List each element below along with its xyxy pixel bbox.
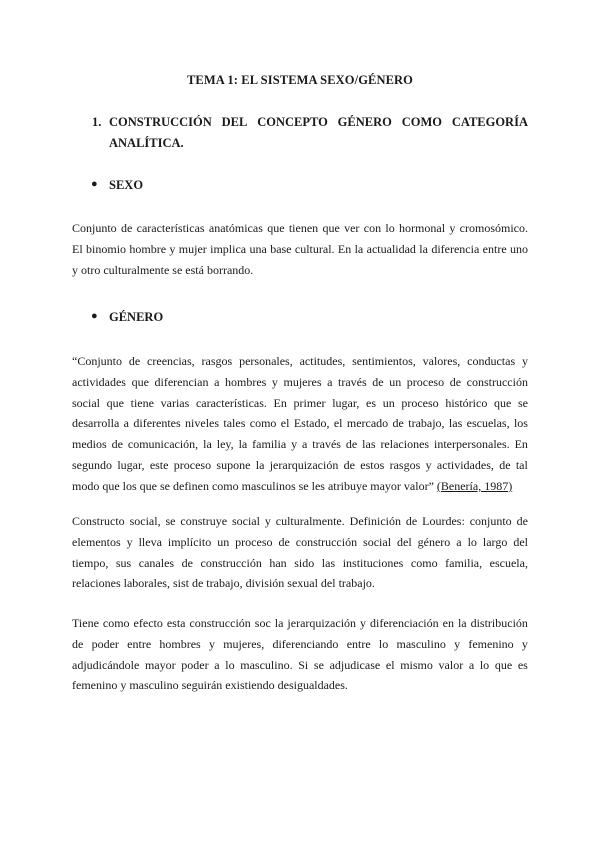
- word: a: [214, 374, 220, 389]
- word: ley,: [216, 437, 234, 452]
- word: un: [389, 374, 402, 389]
- section-heading-line-1: [109, 112, 528, 133]
- word: mercado: [346, 416, 389, 431]
- heading-word: CATEGORÍA: [451, 115, 528, 129]
- word: la: [457, 616, 467, 630]
- word: de: [499, 457, 511, 472]
- word: interpersonales.: [434, 437, 510, 452]
- word: a: [214, 657, 220, 672]
- word: rasgos: [201, 354, 233, 368]
- paragraph-line: [72, 434, 528, 455]
- word: y: [425, 457, 432, 472]
- word: mismo: [400, 657, 433, 672]
- word: construcción: [200, 555, 262, 570]
- word: que: [494, 395, 512, 410]
- paragraph-line: [72, 413, 528, 434]
- word: es: [517, 657, 528, 672]
- paragraph-line: [72, 613, 528, 634]
- word: diferenciación: [370, 616, 439, 630]
- word: han: [269, 555, 287, 570]
- word: entre: [127, 636, 152, 651]
- word: de: [111, 437, 123, 452]
- word: distribución: [470, 616, 528, 630]
- word: hombres: [159, 636, 201, 651]
- word: y: [449, 221, 456, 235]
- word: la: [419, 241, 428, 256]
- word: que: [131, 374, 149, 389]
- word: lugar,: [332, 395, 360, 410]
- word: y: [169, 241, 176, 256]
- paragraph-line: [72, 532, 528, 553]
- word: el: [385, 657, 395, 672]
- quote-last-text: modo que los que se definen como masculinos se les atribuye mayor valor”: [72, 478, 437, 493]
- word: actitudes,: [299, 354, 346, 368]
- word: social: [72, 395, 100, 410]
- word: proceso: [401, 395, 439, 410]
- word: actualidad: [366, 241, 416, 256]
- word: ver: [344, 221, 360, 235]
- word: social: [363, 534, 392, 549]
- word: implica: [210, 241, 247, 256]
- paragraph-constructo: [72, 511, 528, 594]
- word: soc: [254, 616, 271, 630]
- word: proceso: [173, 457, 212, 472]
- word: a: [456, 534, 462, 549]
- word: instituciones: [342, 555, 404, 570]
- word: construcción: [295, 534, 358, 549]
- word: escuela,: [489, 555, 528, 570]
- word: de: [128, 354, 141, 368]
- word: lugar,: [117, 457, 145, 472]
- paragraph-line: [72, 239, 528, 260]
- word: cultural.: [294, 241, 335, 256]
- word: que: [494, 657, 513, 672]
- word: jerarquización: [287, 616, 357, 630]
- document-title: TEMA 1: EL SISTEMA SEXO/GÉNERO: [187, 73, 413, 87]
- word: Tiene: [72, 616, 99, 630]
- word: la: [274, 616, 284, 630]
- word: En: [337, 241, 352, 256]
- word: varias: [160, 395, 190, 410]
- word: mujer: [178, 241, 207, 256]
- word: sus: [115, 555, 132, 570]
- word: la: [354, 241, 364, 256]
- word: valor: [438, 657, 464, 672]
- word: se: [313, 657, 324, 672]
- word: esta: [166, 616, 186, 630]
- word: mayor: [144, 657, 176, 672]
- word: y: [521, 636, 528, 651]
- word: Lourdes:: [422, 514, 465, 528]
- paragraph-line: [72, 455, 528, 476]
- word: lo: [225, 657, 235, 672]
- word: del: [397, 534, 412, 549]
- word: un: [217, 534, 230, 549]
- word: actividades,: [436, 457, 494, 472]
- paragraph-line: [72, 511, 528, 532]
- word: a: [327, 374, 333, 389]
- word: diferenciando: [272, 636, 339, 651]
- word: la: [238, 437, 248, 452]
- bullet-dot-icon: ●: [91, 178, 98, 190]
- word: el: [280, 416, 290, 431]
- paragraph-line: femenino y masculino seguirán existiendo desigualdades.: [72, 678, 348, 693]
- word: como: [410, 555, 438, 570]
- word: jerarquización: [269, 457, 339, 472]
- word: de: [120, 221, 133, 235]
- section-number: 1.: [92, 115, 102, 129]
- word: actividades: [72, 374, 126, 389]
- word: tal: [515, 457, 528, 472]
- word: histórico: [445, 395, 488, 410]
- word: hombre: [129, 241, 167, 256]
- paragraph-line: [72, 553, 528, 574]
- word: como: [102, 616, 130, 630]
- word: construcción: [466, 374, 528, 389]
- word: mujeres,: [223, 636, 265, 651]
- word: y: [360, 616, 367, 630]
- heading-word: COMO: [401, 115, 442, 129]
- word: construye: [180, 514, 228, 528]
- paragraph-line: [72, 218, 528, 239]
- word: sido: [294, 555, 315, 570]
- word: es: [366, 395, 377, 410]
- word: entre: [482, 241, 507, 256]
- citation-reference: (Benería, 1987): [436, 478, 513, 493]
- word: de: [449, 374, 462, 389]
- word: adjudicase: [329, 657, 381, 672]
- word: conjunto: [469, 514, 512, 528]
- word: una: [249, 241, 267, 256]
- word: hormonal: [399, 221, 446, 235]
- word: efecto: [133, 616, 163, 630]
- word: y: [264, 514, 271, 528]
- word: Definición: [349, 514, 401, 528]
- word: adjudicándole: [72, 657, 140, 672]
- word: las: [321, 555, 336, 570]
- word: canales: [138, 555, 175, 570]
- word: y: [208, 636, 215, 651]
- word: diferencian: [154, 374, 209, 389]
- paragraph-line: [72, 372, 528, 393]
- word: y: [271, 374, 278, 389]
- word: en: [442, 616, 454, 630]
- word: rasgos: [389, 457, 421, 472]
- word: implícito: [167, 534, 212, 549]
- word: elementos: [72, 534, 121, 549]
- word: diferencia: [431, 241, 480, 256]
- word: medios: [72, 437, 107, 452]
- word: familia: [252, 437, 287, 452]
- word: que: [267, 221, 285, 235]
- paragraph-line: [72, 351, 528, 372]
- word: lo: [378, 636, 389, 651]
- word: social,: [129, 514, 161, 528]
- word: entre: [346, 636, 371, 651]
- word: Constructo: [72, 514, 125, 528]
- word: de: [278, 534, 290, 549]
- heading-word: CONCEPTO: [257, 115, 328, 129]
- word: uno: [510, 241, 528, 256]
- word: de: [372, 374, 384, 389]
- word: que: [106, 395, 124, 410]
- word: Estado,: [293, 416, 330, 431]
- word: Si: [298, 657, 309, 672]
- word: largo: [482, 534, 508, 549]
- word: comunicación,: [127, 437, 199, 452]
- word: proceso: [235, 534, 273, 549]
- word: un: [382, 395, 395, 410]
- section-heading-line-2: ANALÍTICA.: [109, 136, 184, 150]
- word: masculino.: [240, 657, 293, 672]
- word: relaciones: [380, 437, 430, 452]
- word: y: [454, 636, 461, 651]
- word: se: [165, 514, 176, 528]
- word: través: [338, 374, 367, 389]
- word: de: [392, 416, 404, 431]
- word: a: [123, 416, 129, 431]
- word: de: [72, 636, 84, 651]
- word: personales,: [239, 354, 293, 368]
- word: hombres: [224, 374, 267, 389]
- word: cromosómico.: [459, 221, 528, 235]
- word: de: [345, 437, 358, 452]
- paragraph-line: [72, 655, 528, 676]
- word: tiempo,: [72, 555, 109, 570]
- word: construcción: [189, 616, 251, 630]
- word: que: [322, 221, 340, 235]
- word: tiene: [130, 395, 154, 410]
- paragraph-sexo: [72, 218, 528, 280]
- word: poder: [91, 636, 119, 651]
- word: a: [302, 437, 308, 452]
- bullet-dot-icon: ●: [91, 310, 98, 322]
- word: con: [363, 221, 382, 235]
- word: creencias,: [147, 354, 195, 368]
- word: En: [273, 395, 287, 410]
- heading-word: DEL: [221, 115, 248, 129]
- heading-word: GÉNERO: [337, 115, 392, 129]
- word: y: [126, 534, 133, 549]
- word: de: [181, 555, 193, 570]
- word: y: [522, 354, 528, 368]
- word: la: [203, 437, 212, 452]
- paragraph-line: [72, 634, 528, 655]
- paragraph-line: [72, 476, 528, 497]
- word: género: [417, 534, 451, 549]
- word: niveles: [185, 416, 220, 431]
- word: escuelas,: [466, 416, 510, 431]
- word: trabajo,: [408, 416, 445, 431]
- word: de: [516, 514, 528, 528]
- word: este: [149, 457, 169, 472]
- word: las: [448, 416, 463, 431]
- word: las: [362, 437, 376, 452]
- word: características: [136, 221, 205, 235]
- word: “Conjunto: [72, 354, 122, 368]
- paragraph-efecto: [72, 613, 528, 696]
- word: base: [270, 241, 292, 256]
- word: segundo: [72, 457, 112, 472]
- word: se: [517, 395, 528, 410]
- word: supone: [216, 457, 251, 472]
- bullet-label: SEXO: [109, 178, 144, 192]
- word: familia,: [445, 555, 483, 570]
- word: diferentes: [133, 416, 181, 431]
- word: poder: [181, 657, 209, 672]
- word: En: [514, 437, 528, 452]
- word: como: [249, 416, 277, 431]
- word: El: [72, 241, 83, 256]
- word: social: [231, 514, 260, 528]
- word: a: [468, 657, 475, 672]
- word: primer: [293, 395, 326, 410]
- word: del: [513, 534, 528, 549]
- word: estos: [360, 457, 385, 472]
- word: lo: [479, 657, 490, 672]
- paragraph-line: [72, 393, 528, 414]
- word: femenino: [468, 636, 514, 651]
- word: lo: [467, 534, 477, 549]
- word: la: [255, 457, 265, 472]
- word: binomio: [86, 241, 127, 256]
- word: proceso: [406, 374, 445, 389]
- word: conductas: [467, 354, 516, 368]
- paragraph-genero-quote: [72, 351, 528, 497]
- heading-word: CONSTRUCCIÓN: [109, 115, 212, 129]
- word: de: [405, 514, 418, 528]
- paragraph-line: relaciones laborales, sist de trabajo, división sexual del trabajo.: [72, 576, 375, 591]
- word: los: [513, 416, 528, 431]
- word: sentimientos,: [352, 354, 416, 368]
- word: tienen: [288, 221, 319, 235]
- word: masculino: [396, 636, 446, 651]
- word: tales: [223, 416, 246, 431]
- word: Conjunto: [72, 221, 117, 235]
- word: el: [333, 416, 343, 431]
- word: lo: [385, 221, 395, 235]
- word: desarrolla: [72, 416, 120, 431]
- word: través: [312, 437, 341, 452]
- bullet-label: GÉNERO: [109, 310, 164, 324]
- word: mujeres: [283, 374, 322, 389]
- word: anatómicas: [208, 221, 263, 235]
- word: de: [343, 457, 355, 472]
- word: y: [291, 437, 298, 452]
- word: características.: [195, 395, 267, 410]
- word: culturalmente.: [275, 514, 345, 528]
- word: lleva: [138, 534, 162, 549]
- word: valores,: [422, 354, 461, 368]
- paragraph-line: y otro culturalmente se está borrando.: [72, 262, 254, 277]
